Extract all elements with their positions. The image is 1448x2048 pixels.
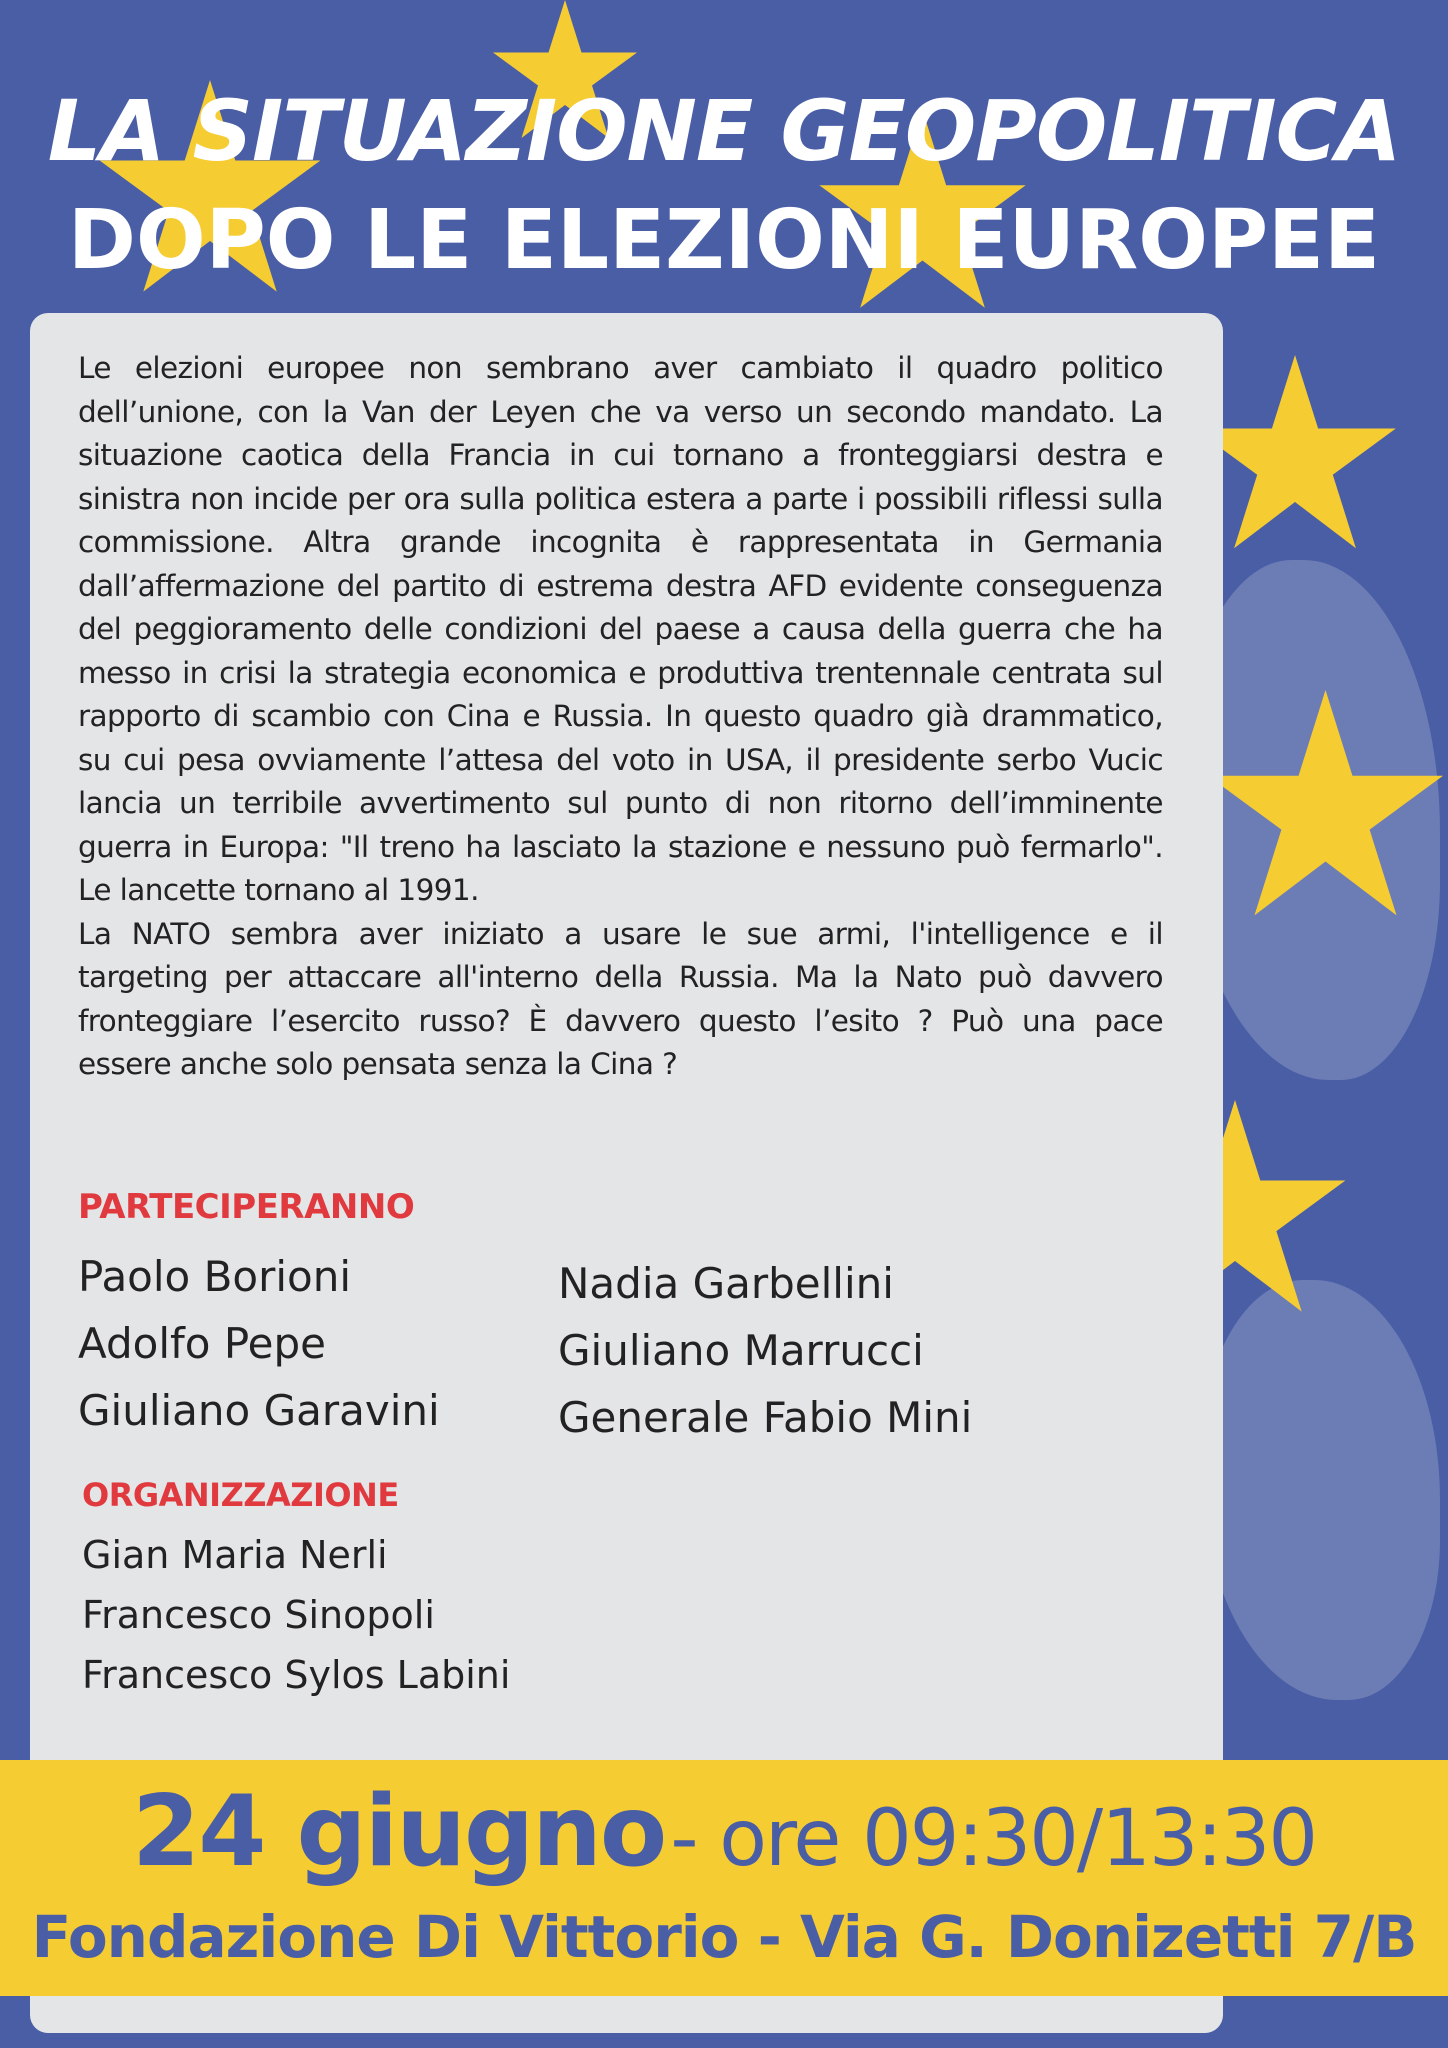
title-line-2: DOPO LE ELEZIONI EUROPEE	[67, 193, 1381, 288]
participants-left-list	[78, 1243, 440, 1444]
participant-name: Nadia Garbellini	[558, 1259, 894, 1308]
participant-name: Giuliano Garavini	[78, 1386, 440, 1435]
star-icon	[1203, 690, 1448, 935]
participant-name: Adolfo Pepe	[78, 1319, 327, 1368]
body-paragraph-2: La NATO sembra aver iniziato a usare le sue armi, l'intelligence e il targeting per attaccare all'interno della Russia. Ma la Nato può davvero fronteggiare l’esercito russo? È davvero questo l’esito ? Può una pace essere anche solo pensata senza la Cina ?	[78, 916, 1163, 1081]
body-text	[78, 347, 1163, 1087]
organizer-name: Francesco Sinopoli	[82, 1593, 435, 1637]
participants-label: PARTECIPERANNO	[78, 1187, 415, 1227]
organizer-name: Gian Maria Nerli	[82, 1533, 388, 1577]
europe-map-shape	[1200, 1280, 1440, 1700]
event-venue: Fondazione Di Vittorio - Via G. Donizetti 7/B	[31, 1903, 1417, 1971]
participant-name: Giuliano Marrucci	[558, 1326, 924, 1375]
body-paragraph-1: Le elezioni europee non sembrano aver cambiato il quadro politico dell’unione, con la Van der Leyen che va verso un secondo mandato. La situazione caotica della Francia in cui tornano a fronteggiarsi destra e sinistra non incide per ora sulla politica estera a parte i possibili riflessi sulla commissione. Altra grande incognita è rappresentata in Germania dall’affermazione del partito di estrema destra AFD evidente conseguenza del peggioramento delle condizioni del paese a causa della guerra che ha messo in crisi la strategia economica e produttiva trentennale centrata sul rapporto di scambio con Cina e Russia. In questo quadro già drammatico, su cui pesa ovviamente l’attesa del voto in USA, il presidente serbo Vucic lancia un terribile avvertimento sul punto di non ritorno dell’imminente guerra in Europa: "Il treno ha lasciato la stazione e nessuno può fermarlo". Le lancette tornano al 1991.	[78, 351, 1163, 907]
organization-list	[82, 1525, 510, 1705]
organizer-name: Francesco Sylos Labini	[82, 1653, 511, 1697]
title-line-1: LA SITUAZIONE GEOPOLITICA	[47, 82, 1401, 180]
organization-label: ORGANIZZAZIONE	[82, 1476, 399, 1514]
event-datetime	[0, 1775, 1448, 1889]
event-date: 24 giugno	[132, 1775, 666, 1889]
participant-name: Generale Fabio Mini	[558, 1393, 973, 1442]
participant-name: Paolo Borioni	[78, 1252, 352, 1301]
participants-right-list	[558, 1250, 972, 1451]
event-time: - ore 09:30/13:30	[670, 1794, 1316, 1884]
